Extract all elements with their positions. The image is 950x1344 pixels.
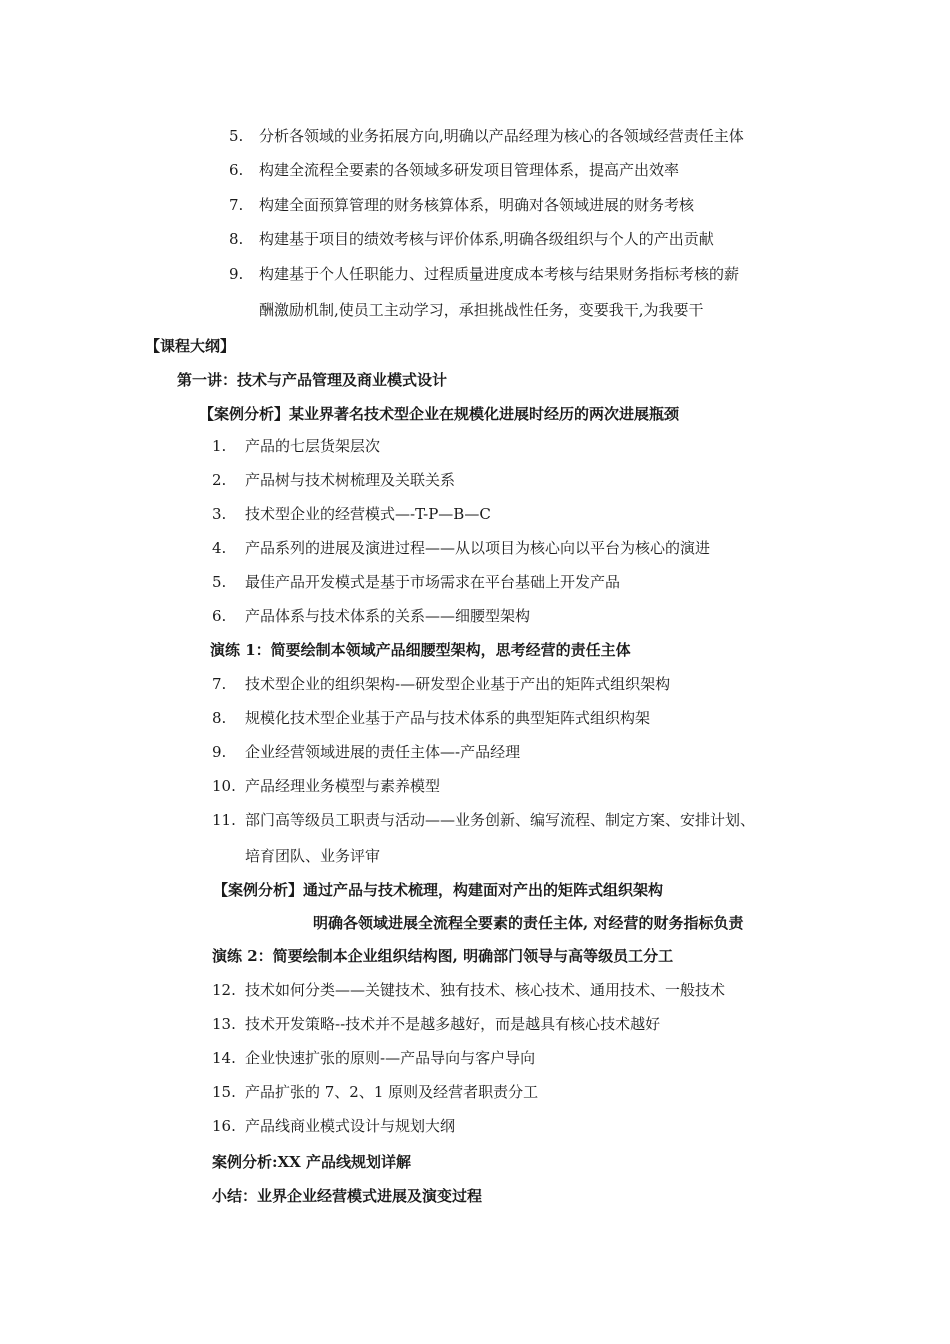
outline-item: 技术如何分类——关键技术、独有技术、核心技术、通用技术、一般技术 bbox=[245, 981, 726, 999]
objective-text: 分析各领域的业务拓展方向,明确以产品经理为核心的各领域经营责任主体 bbox=[259, 127, 744, 145]
objective-text: 构建全流程全要素的各领域多研发项目管理体系，提高产出效率 bbox=[259, 161, 680, 179]
objective-number: 5. bbox=[229, 127, 244, 145]
objective-number: 9. bbox=[229, 265, 244, 283]
objective-text: 构建全面预算管理的财务核算体系，明确对各领域进展的财务考核 bbox=[259, 196, 695, 214]
objective-number: 8. bbox=[229, 230, 244, 248]
outline-item: 企业快速扩张的原则-—产品导向与客户导向 bbox=[245, 1049, 536, 1067]
case-analysis: 【案例分析】某业界著名技术型企业在规模化进展时经历的两次进展瓶颈 bbox=[199, 405, 680, 423]
case-analysis-continuation: 明确各领域进展全流程全要素的责任主体, 对经营的财务指标负责 bbox=[313, 914, 744, 932]
lecture-title: 第一讲：技术与产品管理及商业模式设计 bbox=[177, 371, 448, 389]
outline-item: 企业经营领域进展的责任主体—-产品经理 bbox=[245, 743, 521, 761]
outline-number: 12. bbox=[212, 981, 236, 999]
outline-item: 产品线商业模式设计与规划大纲 bbox=[245, 1117, 456, 1135]
outline-item: 最佳产品开发模式是基于市场需求在平台基础上开发产品 bbox=[245, 573, 621, 591]
outline-item: 产品扩张的 7、2、1 原则及经营者职责分工 bbox=[245, 1083, 539, 1101]
outline-number: 2. bbox=[212, 471, 227, 489]
outline-number: 9. bbox=[212, 743, 227, 761]
outline-item: 部门高等级员工职责与活动——业务创新、编写流程、制定方案、安排计划、 bbox=[245, 811, 756, 829]
outline-item: 产品的七层货架层次 bbox=[245, 437, 381, 455]
exercise: 演练 1：简要绘制本领域产品细腰型架构，思考经营的责任主体 bbox=[210, 641, 631, 659]
outline-item: 技术开发策略--技术并不是越多越好，而是越具有核心技术越好 bbox=[245, 1015, 661, 1033]
outline-item: 技术型企业的组织架构-—研发型企业基于产出的矩阵式组织架构 bbox=[245, 675, 671, 693]
outline-item-continuation: 培育团队、业务评审 bbox=[245, 847, 381, 865]
outline-number: 7. bbox=[212, 675, 227, 693]
outline-item: 技术型企业的经营模式—-T-P—B—C bbox=[245, 505, 491, 523]
outline-number: 13. bbox=[212, 1015, 236, 1033]
outline-item: 产品系列的进展及演进过程——从以项目为核心向以平台为核心的演进 bbox=[245, 539, 711, 557]
objective-text: 构建基于个人任职能力、过程质量进度成本考核与结果财务指标考核的薪 bbox=[259, 265, 740, 283]
case-analysis: 【案例分析】通过产品与技术梳理，构建面对产出的矩阵式组织架构 bbox=[213, 881, 664, 899]
objective-text: 构建基于项目的绩效考核与评价体系,明确各级组织与个人的产出贡献 bbox=[259, 230, 714, 248]
outline-number: 4. bbox=[212, 539, 227, 557]
outline-number: 8. bbox=[212, 709, 227, 727]
outline-number: 11. bbox=[212, 811, 236, 829]
exercise: 演练 2：简要绘制本企业组织结构图, 明确部门领导与高等级员工分工 bbox=[212, 947, 674, 965]
outline-item: 产品经理业务模型与素养模型 bbox=[245, 777, 441, 795]
outline-header: 【课程大纲】 bbox=[145, 337, 236, 355]
outline-number: 3. bbox=[212, 505, 227, 523]
outline-item: 产品树与技术树梳理及关联关系 bbox=[245, 471, 456, 489]
objective-number: 6. bbox=[229, 161, 244, 179]
outline-item: 产品体系与技术体系的关系——细腰型架构 bbox=[245, 607, 531, 625]
outline-number: 10. bbox=[212, 777, 236, 795]
outline-number: 16. bbox=[212, 1117, 236, 1135]
outline-number: 1. bbox=[212, 437, 227, 455]
outline-number: 6. bbox=[212, 607, 227, 625]
case-analysis: 案例分析:XX 产品线规划详解 bbox=[212, 1153, 412, 1171]
outline-number: 15. bbox=[212, 1083, 236, 1101]
summary: 小结：业界企业经营模式进展及演变过程 bbox=[212, 1187, 483, 1205]
objective-number: 7. bbox=[229, 196, 244, 214]
outline-item: 规模化技术型企业基于产品与技术体系的典型矩阵式组织构架 bbox=[245, 709, 651, 727]
objective-text-continuation: 酬激励机制,使员工主动学习，承担挑战性任务，变要我干,为我要干 bbox=[259, 301, 704, 319]
outline-number: 5. bbox=[212, 573, 227, 591]
outline-number: 14. bbox=[212, 1049, 236, 1067]
